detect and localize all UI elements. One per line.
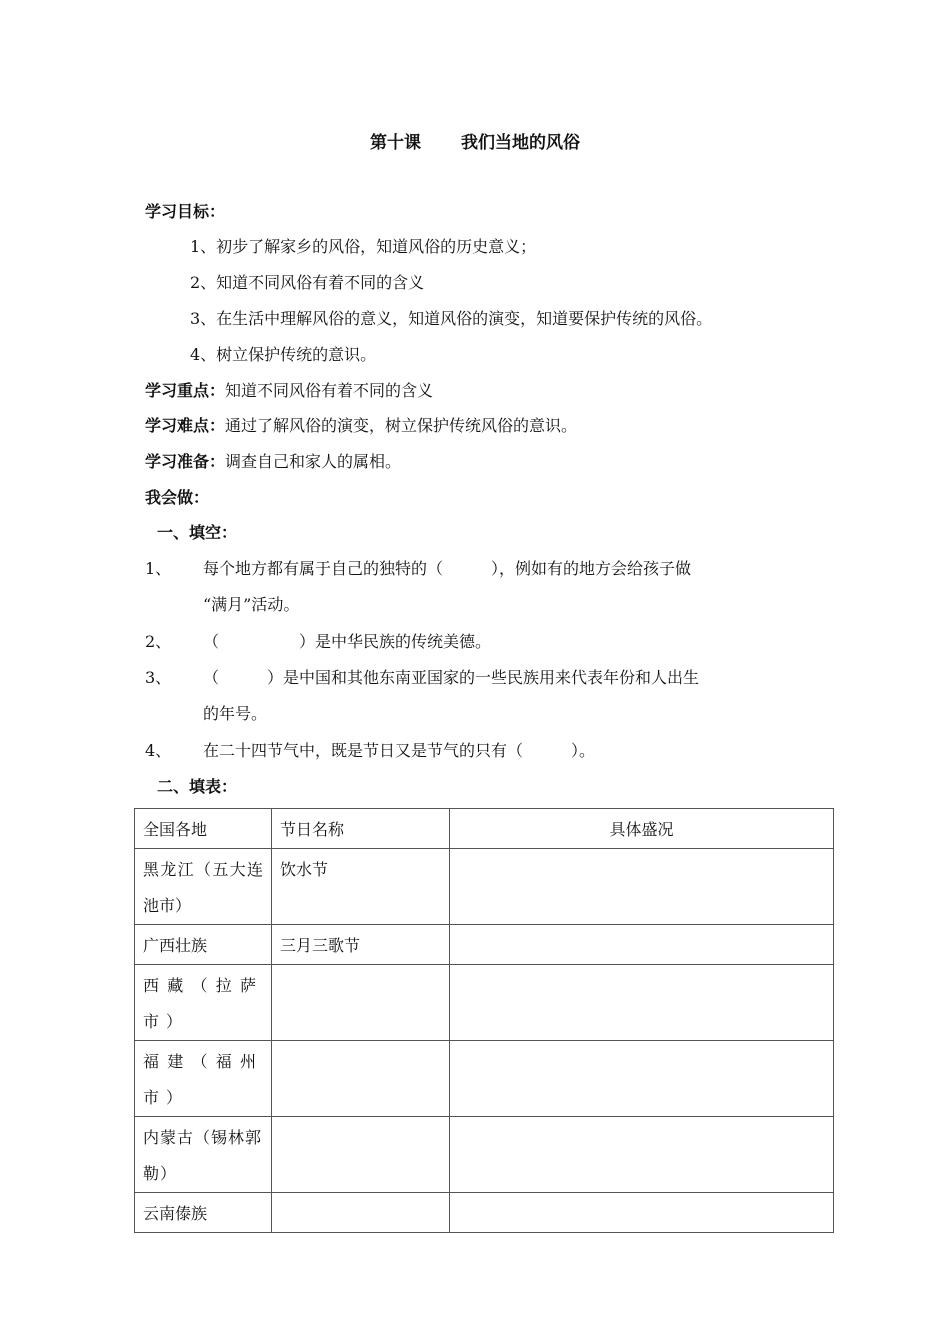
cell-details[interactable] (450, 965, 834, 1041)
cell-details[interactable] (450, 925, 834, 965)
table-row (135, 849, 834, 925)
lesson-name: 我们当地的风俗 (461, 133, 580, 153)
cell-region: 黑龙江（五大连池市） (135, 849, 272, 925)
objective-item: 3、在生活中理解风俗的意义，知道风俗的演变，知道要保护传统的风俗。 (190, 309, 713, 328)
cell-festival[interactable] (272, 965, 450, 1041)
fill-table-heading: 二、填表： (157, 777, 238, 796)
preparation-label: 学习准备： (145, 452, 226, 471)
cell-region: 内蒙古（锡林郭勒） (135, 1117, 272, 1193)
header-region: 全国各地 (135, 809, 272, 849)
question-number: 4、 (145, 741, 172, 760)
question-number: 1、 (145, 559, 172, 578)
preparation-text: 调查自己和家人的属相。 (225, 452, 402, 471)
table-row (135, 1117, 834, 1193)
header-festival: 节日名称 (272, 809, 450, 849)
question-number: 3、 (145, 668, 172, 687)
cell-festival[interactable]: 三月三歌节 (272, 925, 450, 965)
key-point-text: 知道不同风俗有着不同的含义 (225, 381, 434, 400)
question-1-cont: “满月”活动。 (203, 595, 300, 614)
cell-details[interactable] (450, 1041, 834, 1117)
cell-region: 西藏（拉萨市） (135, 965, 272, 1041)
fill-blank-heading: 一、填空： (157, 523, 238, 542)
cell-festival[interactable] (272, 1117, 450, 1193)
key-point (145, 381, 433, 401)
question-3-cont: 的年号。 (203, 704, 268, 723)
question-1 (145, 559, 691, 579)
lesson-number: 第十课 (370, 133, 421, 153)
objective-item: 4、树立保护传统的意识。 (190, 345, 377, 364)
cell-region: 广西壮族 (135, 925, 272, 965)
key-point-label: 学习重点： (145, 381, 226, 400)
cell-details[interactable] (450, 1193, 834, 1233)
table-row (135, 965, 834, 1041)
difficulty-label: 学习难点： (145, 416, 226, 435)
objective-item: 1、初步了解家乡的风俗，知道风俗的历史意义； (190, 237, 537, 256)
page-title (0, 128, 950, 153)
preparation (145, 452, 401, 472)
table-header-row (135, 809, 834, 849)
question-text: 在二十四节气中，既是节日又是节气的只有（ ）。 (203, 741, 596, 760)
cell-details[interactable] (450, 849, 834, 925)
cell-festival[interactable]: 饮水节 (272, 849, 450, 925)
difficulty (145, 416, 577, 436)
cell-region: 云南傣族 (135, 1193, 272, 1233)
question-text: （ ）是中国和其他东南亚国家的一些民族用来代表年份和人出生 (203, 668, 700, 687)
difficulty-text: 通过了解风俗的演变，树立保护传统风俗的意识。 (225, 416, 578, 435)
table-row (135, 925, 834, 965)
cell-festival[interactable] (272, 1041, 450, 1117)
question-number: 2、 (145, 632, 172, 651)
question-3 (145, 668, 699, 688)
question-4 (145, 741, 595, 761)
question-text: （ ）是中华民族的传统美德。 (203, 632, 492, 651)
cell-region: 福建（福州市） (135, 1041, 272, 1117)
table-row (135, 1193, 834, 1233)
header-details: 具体盛况 (450, 809, 834, 849)
festival-table (134, 808, 834, 1233)
question-text: 每个地方都有属于自己的独特的（ ），例如有的地方会给孩子做 (203, 559, 692, 578)
cell-details[interactable] (450, 1117, 834, 1193)
exercise-heading: 我会做： (145, 488, 210, 507)
objectives-heading: 学习目标： (145, 202, 226, 221)
cell-festival[interactable] (272, 1193, 450, 1233)
question-2 (145, 632, 491, 652)
table-row (135, 1041, 834, 1117)
objective-item: 2、知道不同风俗有着不同的含义 (190, 273, 425, 292)
